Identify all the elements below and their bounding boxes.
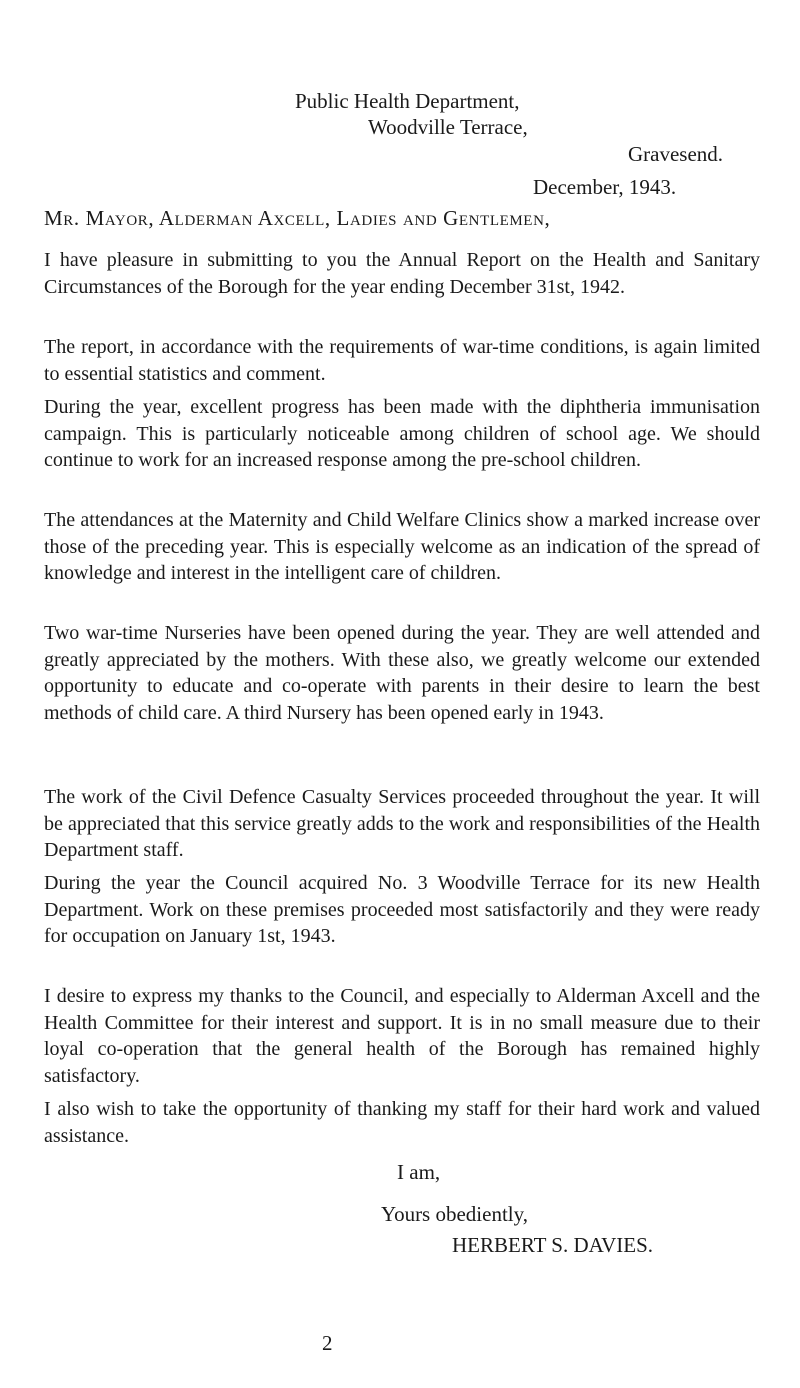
paragraph-annual-report: I have pleasure in submitting to you the Annual Report on the Health and Sanitary Circumstances of the Borough for the year ending December 31st, 1942. [44, 249, 760, 298]
closing-yours-obediently: Yours obediently, [381, 1202, 529, 1226]
paragraph-maternity-clinics: The attendances at the Maternity and Child Welfare Clinics show a marked increase over those of the preceding year. This is especially welcome as an indication of the spread of knowledge and interest in the intelligent care of children. [44, 509, 760, 584]
paragraph-war-time-conditions: The report, in accordance with the requirements of war-time conditions, is again limited to essential statistics and comment. [44, 336, 760, 385]
paragraph-civil-defence: The work of the Civil Defence Casualty Services proceeded throughout the year. It will be appreciated that this service greatly adds to the work and responsibilities of the Health Department staff. [44, 786, 760, 861]
address-line-town: Gravesend. [628, 142, 724, 166]
address-line-street: Woodville Terrace, [368, 115, 528, 139]
signature: HERBERT S. DAVIES. [452, 1233, 653, 1257]
salutation: Mr. Mayor, Alderman Axcell, Ladies and Gentlemen, [44, 206, 551, 230]
paragraph-diphtheria-immunisation: During the year, excellent progress has been made with the diphtheria immunisation campaign. This is particularly noticeable among children of school age. We should continue to work for an increased response among the pre-school children. [44, 396, 760, 471]
paragraph-thanks-council: I desire to express my thanks to the Council, and especially to Alderman Axcell and the Health Committee for their interest and support. It is in no small measure due to their loyal co-operation that the general health of the Borough has remained highly satisfactory. [44, 985, 760, 1087]
address-line-department: Public Health Department, [295, 89, 520, 113]
closing-i-am: I am, [397, 1160, 441, 1184]
paragraph-woodville-terrace: During the year the Council acquired No. 3 Woodville Terrace for its new Health Department. Work on these premises proceeded most satisfactorily and they were ready for occupation on January 1st, 1943. [44, 872, 760, 947]
paragraph-thanks-staff: I also wish to take the opportunity of thanking my staff for their hard work and valued assistance. [44, 1098, 760, 1147]
paragraph-war-time-nurseries: Two war-time Nurseries have been opened during the year. They are well attended and greatly appreciated by the mothers. With these also, we greatly welcome our extended opportunity to educate and co-operate with parents in their desire to learn the best methods of child care. A third Nursery has been opened early in 1943. [44, 622, 760, 724]
page-number: 2 [322, 1331, 333, 1355]
letter-date: December, 1943. [533, 175, 677, 199]
